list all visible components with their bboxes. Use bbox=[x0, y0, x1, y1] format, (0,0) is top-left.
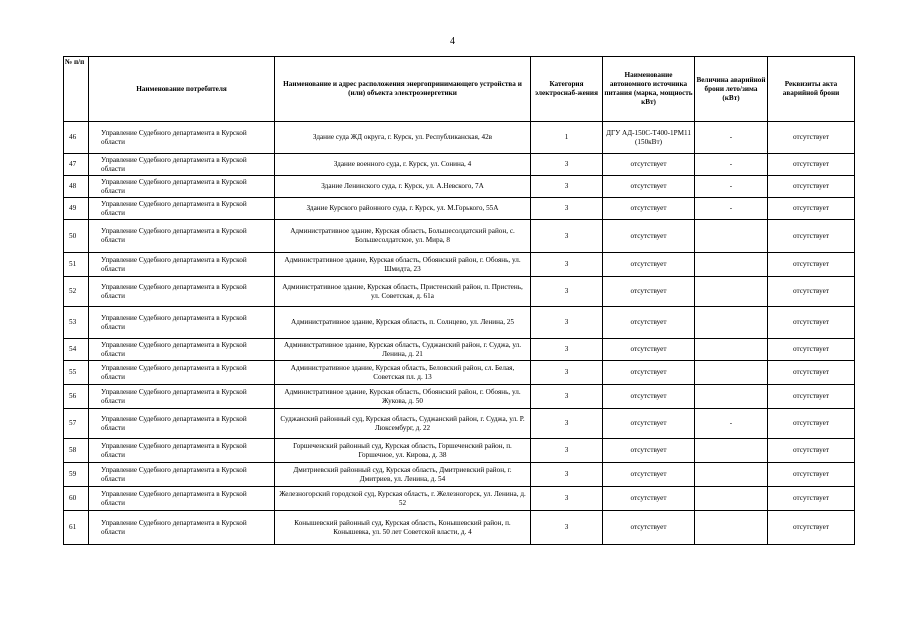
table-row bbox=[64, 198, 855, 220]
cell-address: Здание Ленинского суда, г. Курск, ул. А.Невского, 7А bbox=[275, 176, 531, 198]
cell-source: отсутствует bbox=[603, 361, 695, 385]
cell-reserve bbox=[695, 277, 768, 307]
cell-requisites: отсутствует bbox=[768, 361, 855, 385]
table-row bbox=[64, 487, 855, 511]
cell-address: Административное здание, Курская область, Суджанский район, г. Суджа, ул. Ленина, д. 21 bbox=[275, 339, 531, 361]
table-row bbox=[64, 220, 855, 253]
cell-address: Административное здание, Курская область, Обоянский район, г. Обоянь, ул. Шмидта, 23 bbox=[275, 253, 531, 277]
cell-source: отсутствует bbox=[603, 409, 695, 439]
cell-source: отсутствует bbox=[603, 385, 695, 409]
cell-requisites: отсутствует bbox=[768, 385, 855, 409]
header-category: Категория электроснаб-жения bbox=[531, 57, 603, 122]
cell-source: отсутствует bbox=[603, 307, 695, 339]
cell-num: 56 bbox=[64, 385, 89, 409]
table-header-row bbox=[64, 57, 855, 122]
cell-consumer: Управление Судебного департамента в Курской области bbox=[89, 176, 275, 198]
cell-category: 3 bbox=[531, 253, 603, 277]
cell-consumer: Управление Судебного департамента в Курской области bbox=[89, 409, 275, 439]
table-row bbox=[64, 511, 855, 545]
header-source: Наименование автономного источника питания (марка, мощность кВт) bbox=[603, 57, 695, 122]
cell-consumer: Управление Судебного департамента в Курской области bbox=[89, 122, 275, 154]
cell-num: 59 bbox=[64, 463, 89, 487]
cell-reserve bbox=[695, 463, 768, 487]
cell-category: 3 bbox=[531, 154, 603, 176]
table-row bbox=[64, 277, 855, 307]
cell-requisites: отсутствует bbox=[768, 122, 855, 154]
cell-category: 3 bbox=[531, 198, 603, 220]
table-row bbox=[64, 409, 855, 439]
cell-category: 3 bbox=[531, 487, 603, 511]
cell-reserve bbox=[695, 511, 768, 545]
cell-category: 3 bbox=[531, 176, 603, 198]
cell-source: отсутствует bbox=[603, 176, 695, 198]
cell-category: 3 bbox=[531, 220, 603, 253]
cell-num: 52 bbox=[64, 277, 89, 307]
cell-source: ДГУ АД-150С-Т400-1РМ11 (150кВт) bbox=[603, 122, 695, 154]
cell-consumer: Управление Судебного департамента в Курской области bbox=[89, 154, 275, 176]
power-consumers-table bbox=[63, 56, 855, 545]
cell-address: Административное здание, Курская область, Большесолдатский район, с. Большесолдатское, ул. Мира, 8 bbox=[275, 220, 531, 253]
header-address: Наименование и адрес расположения энергопринимающего устройства и (или) объекта электроэнергетики bbox=[275, 57, 531, 122]
table-row bbox=[64, 253, 855, 277]
cell-reserve bbox=[695, 339, 768, 361]
cell-num: 49 bbox=[64, 198, 89, 220]
cell-requisites: отсутствует bbox=[768, 487, 855, 511]
cell-category: 3 bbox=[531, 385, 603, 409]
cell-category: 3 bbox=[531, 439, 603, 463]
cell-requisites: отсутствует bbox=[768, 277, 855, 307]
cell-consumer: Управление Судебного департамента в Курской области bbox=[89, 277, 275, 307]
header-requisites: Реквизиты акта аварийной брони bbox=[768, 57, 855, 122]
cell-consumer: Управление Судебного департамента в Курской области bbox=[89, 487, 275, 511]
table-row bbox=[64, 307, 855, 339]
cell-source: отсутствует bbox=[603, 154, 695, 176]
cell-category: 3 bbox=[531, 511, 603, 545]
cell-requisites: отсутствует bbox=[768, 307, 855, 339]
cell-address: Дмитриевский районный суд, Курская область, Дмитриевский район, г. Дмитриев, ул. Ленина, д. 54 bbox=[275, 463, 531, 487]
cell-requisites: отсутствует bbox=[768, 154, 855, 176]
cell-reserve bbox=[695, 439, 768, 463]
cell-num: 54 bbox=[64, 339, 89, 361]
table-row bbox=[64, 385, 855, 409]
cell-reserve bbox=[695, 385, 768, 409]
cell-source: отсутствует bbox=[603, 198, 695, 220]
cell-consumer: Управление Судебного департамента в Курской области bbox=[89, 339, 275, 361]
cell-reserve: - bbox=[695, 176, 768, 198]
cell-address: Конышевский районный суд, Курская область, Конышевский район, п. Конышевка, ул. 50 лет Советской власти, д. 4 bbox=[275, 511, 531, 545]
cell-num: 50 bbox=[64, 220, 89, 253]
cell-source: отсутствует bbox=[603, 220, 695, 253]
table-row bbox=[64, 122, 855, 154]
cell-address: Железногорский городской суд, Курская область, г. Железногорск, ул. Ленина, д. 52 bbox=[275, 487, 531, 511]
cell-address: Суджанский районный суд, Курская область, Суджанский район, г. Суджа, ул. Р. Люксембург, д. 22 bbox=[275, 409, 531, 439]
cell-num: 47 bbox=[64, 154, 89, 176]
cell-category: 3 bbox=[531, 361, 603, 385]
cell-requisites: отсутствует bbox=[768, 463, 855, 487]
table-row bbox=[64, 154, 855, 176]
cell-consumer: Управление Судебного департамента в Курской области bbox=[89, 220, 275, 253]
cell-requisites: отсутствует bbox=[768, 253, 855, 277]
cell-consumer: Управление Судебного департамента в Курской области bbox=[89, 307, 275, 339]
table-row bbox=[64, 463, 855, 487]
cell-requisites: отсутствует bbox=[768, 511, 855, 545]
cell-requisites: отсутствует bbox=[768, 439, 855, 463]
cell-reserve: - bbox=[695, 198, 768, 220]
cell-address: Административное здание, Курская область, Обоянский район, г. Обоянь, ул. Жукова, д. 50 bbox=[275, 385, 531, 409]
cell-source: отсутствует bbox=[603, 487, 695, 511]
cell-consumer: Управление Судебного департамента в Курской области bbox=[89, 463, 275, 487]
cell-category: 3 bbox=[531, 307, 603, 339]
cell-address: Здание суда ЖД округа, г. Курск, ул. Республиканская, 42в bbox=[275, 122, 531, 154]
cell-category: 3 bbox=[531, 339, 603, 361]
cell-reserve: - bbox=[695, 154, 768, 176]
table-row bbox=[64, 176, 855, 198]
table-row bbox=[64, 439, 855, 463]
cell-source: отсутствует bbox=[603, 253, 695, 277]
page-number: 4 bbox=[450, 36, 455, 47]
cell-requisites: отсутствует bbox=[768, 220, 855, 253]
cell-category: 3 bbox=[531, 277, 603, 307]
cell-consumer: Управление Судебного департамента в Курской области bbox=[89, 439, 275, 463]
header-reserve: Величина аварийной брони лето/зима (кВт) bbox=[695, 57, 768, 122]
cell-source: отсутствует bbox=[603, 511, 695, 545]
cell-consumer: Управление Судебного департамента в Курской области bbox=[89, 385, 275, 409]
cell-source: отсутствует bbox=[603, 339, 695, 361]
cell-address: Административное здание, Курская область, п. Солнцево, ул. Ленина, 25 bbox=[275, 307, 531, 339]
table-row bbox=[64, 361, 855, 385]
cell-address: Горшеченский районный суд, Курская область, Горшеченский район, п. Горшечное, ул. Кирова, д. 38 bbox=[275, 439, 531, 463]
cell-requisites: отсутствует bbox=[768, 339, 855, 361]
cell-address: Здание Курского районного суда, г. Курск, ул. М.Горького, 55А bbox=[275, 198, 531, 220]
cell-reserve: - bbox=[695, 409, 768, 439]
cell-address: Административное здание, Курская область, Беловский район, сл. Белая, Советская пл. д. 13 bbox=[275, 361, 531, 385]
cell-category: 3 bbox=[531, 409, 603, 439]
cell-source: отсутствует bbox=[603, 463, 695, 487]
cell-consumer: Управление Судебного департамента в Курской области bbox=[89, 511, 275, 545]
cell-num: 46 bbox=[64, 122, 89, 154]
cell-num: 55 bbox=[64, 361, 89, 385]
table-row bbox=[64, 339, 855, 361]
cell-address: Административное здание, Курская область, Пристенский район, п. Пристень, ул. Советская, д. 61а bbox=[275, 277, 531, 307]
cell-source: отсутствует bbox=[603, 277, 695, 307]
cell-source: отсутствует bbox=[603, 439, 695, 463]
cell-num: 57 bbox=[64, 409, 89, 439]
cell-consumer: Управление Судебного департамента в Курской области bbox=[89, 253, 275, 277]
cell-requisites: отсутствует bbox=[768, 409, 855, 439]
cell-category: 1 bbox=[531, 122, 603, 154]
cell-reserve bbox=[695, 361, 768, 385]
cell-reserve bbox=[695, 307, 768, 339]
cell-num: 61 bbox=[64, 511, 89, 545]
cell-consumer: Управление Судебного департамента в Курской области bbox=[89, 361, 275, 385]
cell-requisites: отсутствует bbox=[768, 198, 855, 220]
cell-num: 58 bbox=[64, 439, 89, 463]
cell-num: 53 bbox=[64, 307, 89, 339]
cell-reserve bbox=[695, 253, 768, 277]
header-num: № п/п bbox=[64, 57, 89, 122]
cell-address: Здание военного суда, г. Курск, ул. Сонина, 4 bbox=[275, 154, 531, 176]
cell-reserve bbox=[695, 487, 768, 511]
cell-consumer: Управление Судебного департамента в Курской области bbox=[89, 198, 275, 220]
cell-requisites: отсутствует bbox=[768, 176, 855, 198]
cell-num: 60 bbox=[64, 487, 89, 511]
cell-reserve: - bbox=[695, 122, 768, 154]
cell-reserve bbox=[695, 220, 768, 253]
header-consumer: Наименование потребителя bbox=[89, 57, 275, 122]
cell-category: 3 bbox=[531, 463, 603, 487]
cell-num: 48 bbox=[64, 176, 89, 198]
cell-num: 51 bbox=[64, 253, 89, 277]
